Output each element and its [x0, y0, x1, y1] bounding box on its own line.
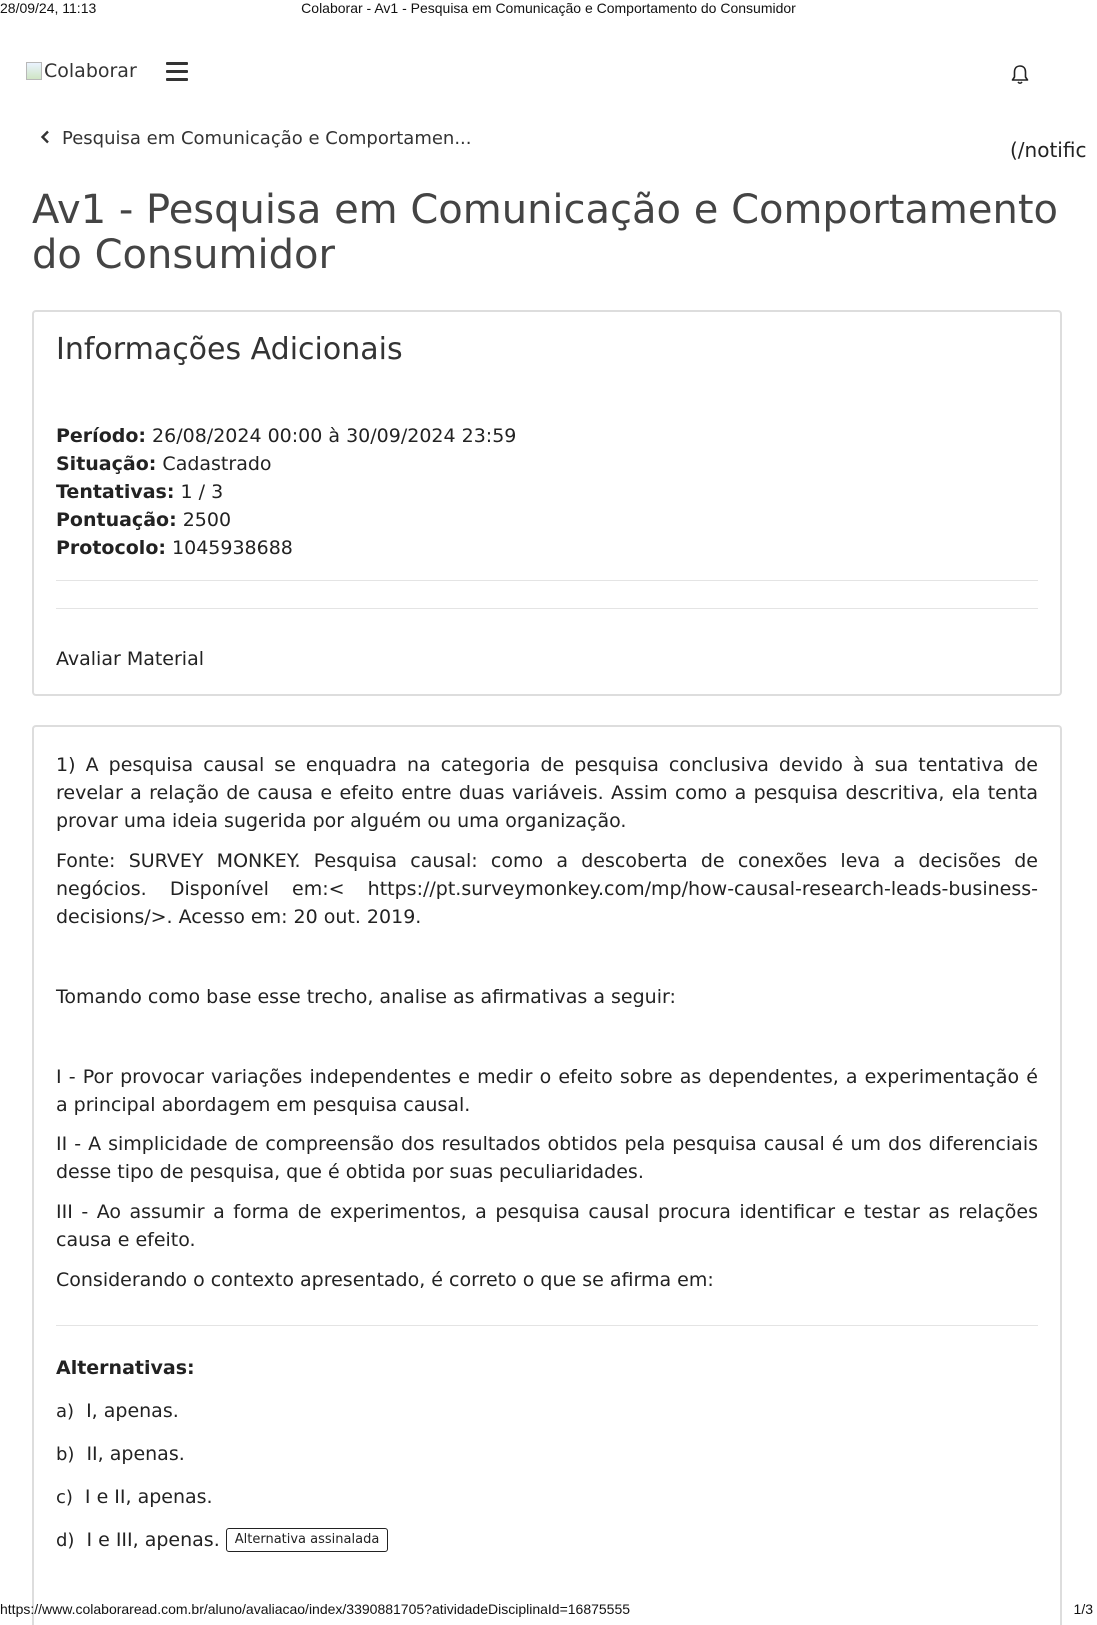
statement-1: I - Por provocar variações independentes e medir o efeito sobre as dependentes, a experimentação é a principal abordagem em pesquisa causal. [56, 1066, 1038, 1116]
info-card [32, 310, 1062, 696]
logo[interactable] [26, 60, 137, 82]
info-pontuacao: Pontuação: 2500 [56, 509, 232, 531]
question-closing: Considerando o contexto apresentado, é correto o que se afirma em: [56, 1269, 714, 1291]
alternative-c[interactable]: c) I e II, apenas. [56, 1486, 213, 1508]
question-prompt: Tomando como base esse trecho, analise as afirmativas a seguir: [56, 986, 676, 1008]
question-source: Fonte: SURVEY MONKEY. Pesquisa causal: como a descoberta de conexões leva a decisões de negócios. Disponível em:< https://pt.surveymonkey.com/mp/how-causal-research-leads-business-decisions/>. Acesso em: 20 out. 2019. [56, 850, 1038, 928]
bell-icon[interactable] [1010, 64, 1030, 90]
alternative-d[interactable]: d) I e III, apenas. Alternativa assinalada [56, 1529, 388, 1555]
print-url: https://www.colaboraread.com.br/aluno/avaliacao/index/3390881705?atividadeDisciplinaId=16875555 [0, 1601, 631, 1617]
print-footer [0, 1601, 1097, 1619]
print-page-number: 1/3 [1073, 1601, 1093, 1617]
info-periodo: Período: 26/08/2024 00:00 à 30/09/2024 23:59 [56, 425, 517, 447]
alternatives-title: Alternativas: [56, 1357, 195, 1379]
logo-alt-text: Colaborar [44, 60, 137, 82]
breadcrumb-label: Pesquisa em Comunicação e Comportamen... [62, 128, 472, 149]
print-header [0, 0, 1097, 18]
alternative-b[interactable]: b) II, apenas. [56, 1443, 185, 1465]
print-doc-title: Colaborar - Av1 - Pesquisa em Comunicação e Comportamento do Consumidor [301, 0, 796, 16]
chevron-left-icon [40, 128, 50, 149]
statement-2: II - A simplicidade de compreensão dos resultados obtidos pela pesquisa causal é um dos diferenciais desse tipo de pesquisa, que é obtida por suas peculiaridades. [56, 1133, 1038, 1183]
divider [56, 608, 1038, 609]
statement-3: III - Ao assumir a forma de experimentos, a pesquisa causal procura identificar e testar as relações causa e efeito. [56, 1201, 1038, 1251]
divider [56, 580, 1038, 581]
broken-image-icon [26, 62, 42, 80]
info-tentativas: Tentativas: 1 / 3 [56, 481, 224, 503]
print-datetime: 28/09/24, 11:13 [0, 0, 97, 16]
info-list [56, 422, 516, 562]
info-card-title: Informações Adicionais [56, 332, 403, 367]
info-situacao: Situação: Cadastrado [56, 453, 272, 475]
alternative-a[interactable]: a) I, apenas. [56, 1400, 179, 1422]
question-body [56, 751, 1038, 1294]
hamburger-icon[interactable] [166, 62, 188, 86]
page-title: Av1 - Pesquisa em Comunicação e Comportamento do Consumidor [32, 187, 1059, 278]
rate-material-link[interactable]: Avaliar Material [56, 648, 205, 670]
notifications-link[interactable]: (/notific [1010, 138, 1087, 162]
breadcrumb-back-link[interactable] [40, 128, 472, 149]
question-card [32, 725, 1062, 1625]
selected-alternative-badge: Alternativa assinalada [226, 1528, 389, 1552]
info-protocolo: Protocolo: 1045938688 [56, 537, 293, 559]
question-intro: 1) A pesquisa causal se enquadra na categoria de pesquisa conclusiva devido à sua tentativa de revelar a relação de causa e efeito entre duas variáveis. Assim como a pesquisa descritiva, ela tenta provar uma ideia sugerida por alguém ou uma organização. [56, 754, 1038, 832]
divider [56, 1325, 1038, 1326]
